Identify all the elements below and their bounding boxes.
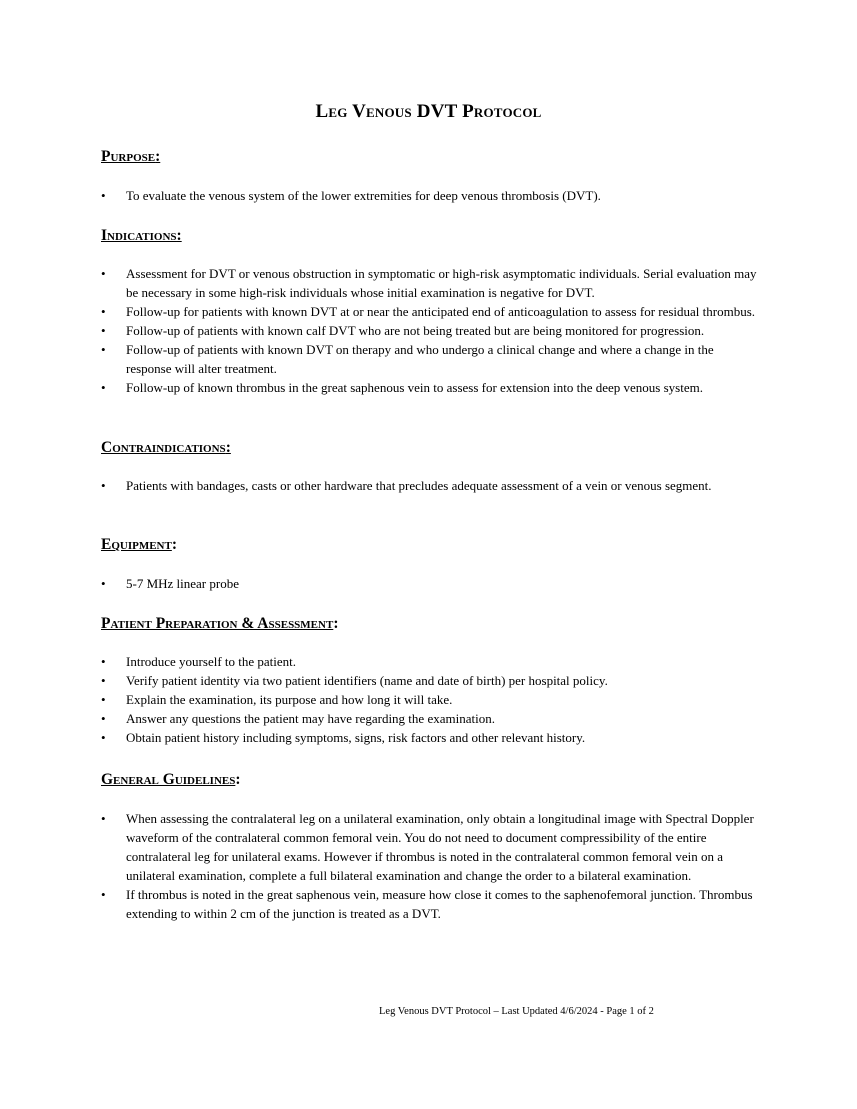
heading-colon: : [333, 615, 339, 632]
list-item: • Answer any questions the patient may have regarding the examination. [101, 709, 761, 728]
list-item: • Follow-up of known thrombus in the great saphenous vein to assess for extension into the deep venous system. [101, 378, 761, 397]
heading-text: Equipment [101, 536, 172, 553]
heading-colon: : [155, 148, 161, 165]
section-equipment [101, 535, 761, 593]
heading-text: Contraindications [101, 439, 226, 456]
list-item: • Verify patient identity via two patient identifiers (name and date of birth) per hospital policy. [101, 671, 761, 690]
list-item: • Assessment for DVT or venous obstruction in symptomatic or high-risk asymptomatic individuals. Serial evaluation may be necessary in some high-risk individuals whose initial examination is negative for DVT. [101, 264, 761, 302]
list-item: • If thrombus is noted in the great saphenous vein, measure how close it comes to the saphenofemoral junction. Thrombus extending to within 2 cm of the junction is treated as a DVT. [101, 885, 761, 923]
list-item: • Obtain patient history including symptoms, signs, risk factors and other relevant history. [101, 728, 761, 747]
section-heading-indications [101, 226, 761, 246]
heading-colon: : [171, 536, 178, 553]
section-patient-preparation [101, 614, 761, 747]
heading-text: Purpose [101, 148, 156, 165]
contraindications-list [101, 476, 761, 495]
list-item: • Follow-up for patients with known DVT at or near the anticipated end of anticoagulation to assess for residual thrombus. [101, 302, 761, 321]
heading-colon: : [225, 439, 231, 456]
heading-colon: : [176, 227, 182, 244]
list-item: • Follow-up of patients with known DVT on therapy and who undergo a clinical change and where a change in the response will alter treatment. [101, 340, 761, 378]
list-item: • Patients with bandages, casts or other hardware that precludes adequate assessment of a vein or venous segment. [101, 476, 761, 495]
heading-text: General Guidelines [101, 771, 236, 788]
heading-text: Patient Preparation & Assessment [101, 615, 334, 632]
heading-text: Indications [101, 227, 177, 244]
list-item: • When assessing the contralateral leg on a unilateral examination, only obtain a longitudinal image with Spectral Doppler waveform of the contralateral common femoral vein. You do not need to document compressibility of the entire contralateral leg for unilateral exams. However if thrombus is noted in the contralateral common femoral vein on a unilateral examination, complete a full bilateral examination and change the order to a bilateral examination. [101, 809, 761, 885]
list-item: • To evaluate the venous system of the lower extremities for deep venous thrombosis (DVT). [101, 186, 761, 205]
indications-list [101, 264, 761, 397]
list-item: • Introduce yourself to the patient. [101, 652, 761, 671]
document-title: Leg Venous DVT Protocol [315, 101, 542, 122]
general-guidelines-list [101, 809, 761, 923]
list-item: • Follow-up of patients with known calf DVT who are not being treated but are being monitored for progression. [101, 321, 761, 340]
section-indications [101, 226, 761, 397]
list-item: • 5-7 MHz linear probe [101, 574, 761, 593]
page-footer: Leg Venous DVT Protocol – Last Updated 4/6/2024 - Page 1 of 2 [379, 1006, 654, 1017]
section-heading-purpose [101, 147, 761, 167]
section-purpose [101, 147, 761, 205]
section-heading-equipment [101, 535, 761, 555]
purpose-list [101, 186, 761, 205]
equipment-list [101, 574, 761, 593]
list-item: • Explain the examination, its purpose and how long it will take. [101, 690, 761, 709]
section-contraindications [101, 438, 761, 495]
section-heading-contraindications [101, 438, 761, 458]
patient-preparation-list [101, 652, 761, 747]
section-heading-general-guidelines [101, 770, 761, 790]
section-general-guidelines [101, 770, 761, 923]
heading-colon: : [235, 771, 241, 788]
section-heading-patient-preparation [101, 614, 761, 634]
